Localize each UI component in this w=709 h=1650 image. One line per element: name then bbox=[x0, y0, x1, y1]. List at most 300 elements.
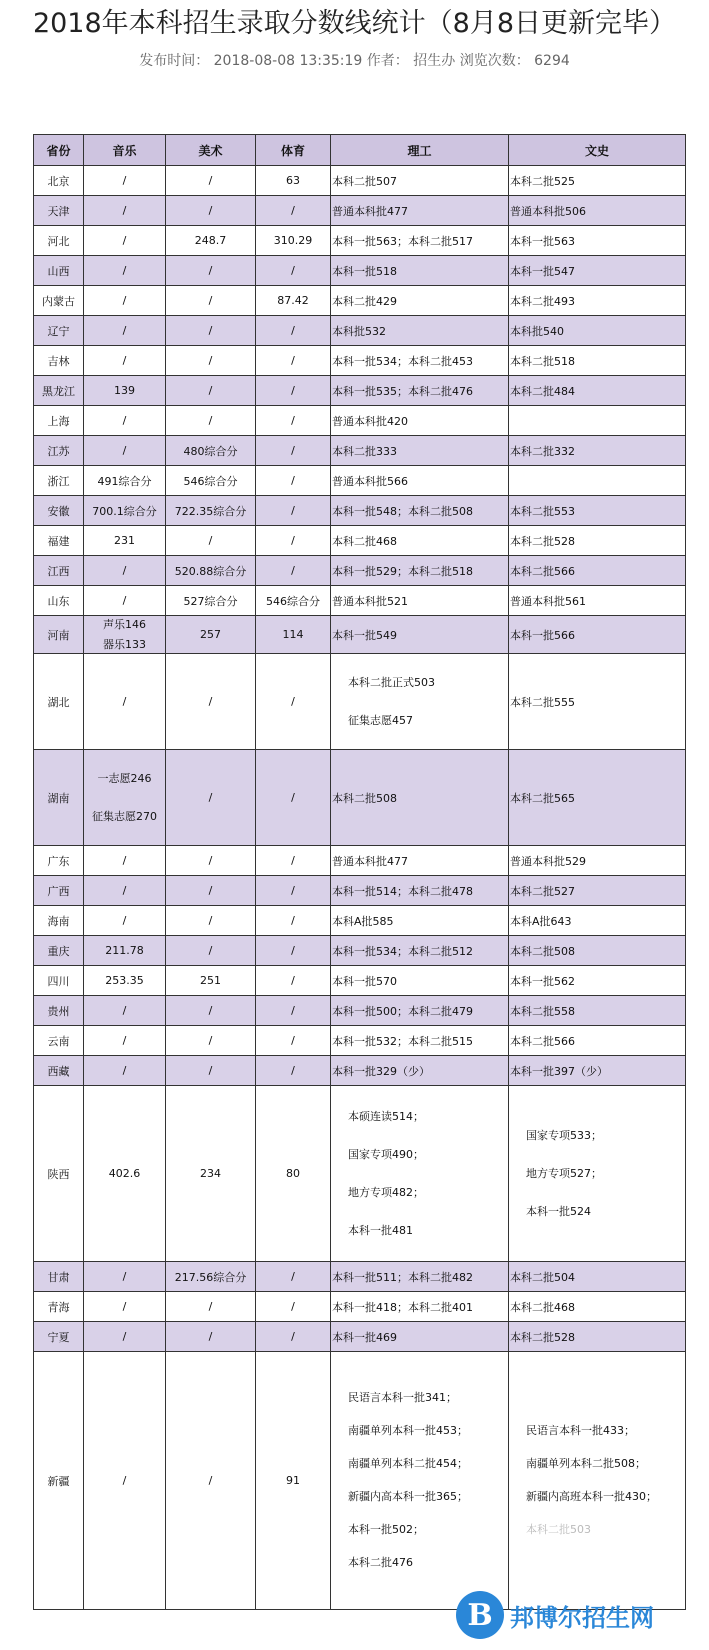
cell-line: 民语言本科一批433； bbox=[526, 1424, 635, 1437]
cell-art bbox=[166, 906, 256, 936]
cell-line: 南疆单列本科二批508； bbox=[526, 1457, 646, 1470]
cell-line: / bbox=[208, 354, 213, 367]
cell-art bbox=[166, 1352, 256, 1610]
cell-line: / bbox=[291, 414, 295, 427]
cell-province: 甘肃 bbox=[34, 1262, 84, 1292]
cell-line: 一志愿246 bbox=[97, 771, 152, 785]
cell-pe bbox=[256, 226, 331, 256]
cell-science bbox=[331, 466, 509, 496]
cell-art bbox=[166, 966, 256, 996]
cell-line: / bbox=[122, 914, 127, 927]
cell-music bbox=[84, 1322, 166, 1352]
table-row bbox=[34, 346, 686, 376]
cell-music bbox=[84, 1056, 166, 1086]
cell-province: 湖南 bbox=[34, 750, 84, 846]
cell-music bbox=[84, 616, 166, 654]
cell-line: 地方专项527； bbox=[526, 1166, 602, 1180]
cell-line: 民语言本科一批341； bbox=[348, 1391, 457, 1404]
cell-line: 本科二批493 bbox=[510, 294, 575, 308]
cell-science bbox=[331, 286, 509, 316]
cell-line: 地方专项482； bbox=[348, 1185, 424, 1199]
cell-line: 本科一批547 bbox=[510, 264, 575, 278]
cell-province: 辽宁 bbox=[34, 316, 84, 346]
cell-science bbox=[331, 1026, 509, 1056]
cell-science bbox=[331, 846, 509, 876]
cell-liberal-arts bbox=[509, 1086, 686, 1262]
cell-art bbox=[166, 616, 256, 654]
cell-line: 本硕连读514； bbox=[348, 1109, 424, 1123]
cell-province: 山东 bbox=[34, 586, 84, 616]
table-row bbox=[34, 966, 686, 996]
cell-province: 广东 bbox=[34, 846, 84, 876]
cell-line: 本科一批524 bbox=[526, 1204, 591, 1218]
table-row bbox=[34, 286, 686, 316]
cell-line: / bbox=[208, 1004, 213, 1017]
cell-science bbox=[331, 906, 509, 936]
cell-music bbox=[84, 1262, 166, 1292]
article-meta: 发布时间： 2018-08-08 13:35:19 作者： 招生办 浏览次数： 6294 bbox=[139, 53, 570, 69]
cell-liberal-arts bbox=[509, 436, 686, 466]
table-row bbox=[34, 436, 686, 466]
cell-liberal-arts bbox=[509, 376, 686, 406]
cell-province: 广西 bbox=[34, 876, 84, 906]
column-header-art: 美术 bbox=[166, 135, 256, 166]
cell-line: 新疆内高本科一批365； bbox=[348, 1490, 468, 1503]
cell-science bbox=[331, 1292, 509, 1322]
cell-pe bbox=[256, 376, 331, 406]
cell-line: / bbox=[291, 1270, 295, 1283]
cell-line: / bbox=[291, 474, 295, 487]
cell-line: / bbox=[208, 384, 213, 397]
cell-line: / bbox=[122, 1004, 127, 1017]
table-row bbox=[34, 1322, 686, 1352]
cell-science bbox=[331, 1056, 509, 1086]
cell-line: / bbox=[208, 294, 213, 307]
cell-line: 本科一批500；本科二批479 bbox=[332, 1004, 473, 1018]
cell-line: / bbox=[291, 384, 295, 397]
watermark-text: 邦博尔招生网 bbox=[510, 1603, 654, 1632]
cell-line: 本科一批532；本科二批515 bbox=[332, 1034, 473, 1048]
cell-liberal-arts bbox=[509, 316, 686, 346]
cell-line: 征集志愿270 bbox=[92, 809, 157, 823]
cell-music bbox=[84, 376, 166, 406]
cell-line: 91 bbox=[286, 1474, 300, 1487]
cell-line: 本科二批555 bbox=[510, 695, 575, 709]
cell-pe bbox=[256, 996, 331, 1026]
cell-line: / bbox=[208, 204, 213, 217]
cell-pe bbox=[256, 166, 331, 196]
cell-art bbox=[166, 466, 256, 496]
cell-line: 本科批532 bbox=[332, 324, 386, 338]
cell-line: / bbox=[208, 1300, 213, 1313]
cell-art bbox=[166, 346, 256, 376]
cell-province: 湖北 bbox=[34, 654, 84, 750]
cell-pe bbox=[256, 556, 331, 586]
cell-province: 北京 bbox=[34, 166, 84, 196]
cell-line: 本科二批484 bbox=[510, 384, 575, 398]
cell-line: 本科一批548；本科二批508 bbox=[332, 504, 473, 518]
cell-art bbox=[166, 166, 256, 196]
cell-line: / bbox=[208, 324, 213, 337]
cell-line: 402.6 bbox=[108, 1167, 141, 1180]
cell-music bbox=[84, 256, 166, 286]
cell-pe bbox=[256, 466, 331, 496]
cell-science bbox=[331, 1352, 509, 1610]
cell-line: / bbox=[122, 294, 127, 307]
cell-line: 本科二批527 bbox=[510, 884, 575, 898]
cell-science bbox=[331, 496, 509, 526]
table-row bbox=[34, 936, 686, 966]
cell-line: / bbox=[122, 1300, 127, 1313]
cell-science bbox=[331, 406, 509, 436]
cell-line: 本科二批507 bbox=[332, 174, 397, 188]
cell-line: / bbox=[208, 695, 213, 708]
cell-line: 南疆单列本科一批453； bbox=[348, 1424, 468, 1437]
cell-music bbox=[84, 556, 166, 586]
cell-line: / bbox=[122, 234, 127, 247]
cell-line: 国家专项533； bbox=[526, 1128, 602, 1142]
cell-line: / bbox=[291, 354, 295, 367]
cell-line: / bbox=[122, 354, 127, 367]
cell-line: / bbox=[122, 564, 127, 577]
column-header-pe: 体育 bbox=[256, 135, 331, 166]
cell-music bbox=[84, 196, 166, 226]
cell-line: 本科一批481 bbox=[348, 1223, 413, 1237]
cell-line: 普通本科批529 bbox=[510, 854, 586, 868]
cell-line: / bbox=[208, 854, 213, 867]
cell-line: / bbox=[291, 324, 295, 337]
cell-music bbox=[84, 436, 166, 466]
cell-line: 普通本科批566 bbox=[332, 474, 408, 488]
table-row bbox=[34, 196, 686, 226]
cell-line: / bbox=[208, 264, 213, 277]
cell-line: 87.42 bbox=[277, 294, 309, 307]
cell-science bbox=[331, 526, 509, 556]
cell-line: / bbox=[122, 444, 127, 457]
cell-line: 器乐133 bbox=[103, 637, 146, 651]
cell-music bbox=[84, 846, 166, 876]
cell-science bbox=[331, 586, 509, 616]
cell-pe bbox=[256, 654, 331, 750]
cell-line: / bbox=[122, 324, 127, 337]
cell-pe bbox=[256, 1086, 331, 1262]
cell-province: 陕西 bbox=[34, 1086, 84, 1262]
cell-line: 本科二批429 bbox=[332, 294, 397, 308]
cell-science bbox=[331, 1262, 509, 1292]
cell-science bbox=[331, 376, 509, 406]
cell-line: 本科二批332 bbox=[510, 444, 575, 458]
cell-liberal-arts bbox=[509, 586, 686, 616]
table-row bbox=[34, 846, 686, 876]
watermark-logo-icon: B bbox=[456, 1591, 504, 1639]
table-row bbox=[34, 906, 686, 936]
cell-pe bbox=[256, 316, 331, 346]
table-row bbox=[34, 226, 686, 256]
cell-line: 257 bbox=[200, 628, 221, 641]
cell-province: 福建 bbox=[34, 526, 84, 556]
table-body bbox=[34, 166, 686, 1610]
cell-liberal-arts bbox=[509, 906, 686, 936]
cell-line: 征集志愿457 bbox=[348, 713, 413, 727]
cell-music bbox=[84, 966, 166, 996]
cell-line: 本科二批333 bbox=[332, 444, 397, 458]
cell-line: / bbox=[122, 695, 127, 708]
cell-line: 本科一批566 bbox=[510, 628, 575, 642]
cell-line: / bbox=[122, 1474, 127, 1487]
cell-province: 西藏 bbox=[34, 1056, 84, 1086]
cell-art bbox=[166, 1322, 256, 1352]
cell-province: 新疆 bbox=[34, 1352, 84, 1610]
cell-pe bbox=[256, 286, 331, 316]
cell-line: / bbox=[291, 264, 295, 277]
cell-science bbox=[331, 876, 509, 906]
cell-line: / bbox=[208, 1330, 213, 1343]
cell-line: 本科二批553 bbox=[510, 504, 575, 518]
cell-line: 本科二批508 bbox=[332, 791, 397, 805]
cell-province: 上海 bbox=[34, 406, 84, 436]
cell-pe bbox=[256, 346, 331, 376]
cell-line: 本科一批518 bbox=[332, 264, 397, 278]
cell-art bbox=[166, 876, 256, 906]
cell-line: 248.7 bbox=[194, 234, 227, 247]
cell-liberal-arts bbox=[509, 1262, 686, 1292]
cell-music bbox=[84, 750, 166, 846]
cell-line: 700.1综合分 bbox=[92, 504, 157, 518]
cell-line: 本科一批529；本科二批518 bbox=[332, 564, 473, 578]
cell-line: 520.88综合分 bbox=[174, 564, 247, 578]
cell-science bbox=[331, 226, 509, 256]
cell-music bbox=[84, 1352, 166, 1610]
cell-line: 本科一批562 bbox=[510, 974, 575, 988]
cell-line: 本科一批469 bbox=[332, 1330, 397, 1344]
cell-liberal-arts bbox=[509, 876, 686, 906]
cell-line: 本科一批563 bbox=[510, 234, 575, 248]
table-row bbox=[34, 1056, 686, 1086]
cell-line: 本科一批514；本科二批478 bbox=[332, 884, 473, 898]
cell-line: / bbox=[291, 1004, 295, 1017]
cell-music bbox=[84, 586, 166, 616]
cell-province: 安徽 bbox=[34, 496, 84, 526]
cell-science bbox=[331, 196, 509, 226]
cell-line: 217.56综合分 bbox=[174, 1270, 247, 1284]
cell-line: 普通本科批561 bbox=[510, 594, 586, 608]
cell-pe bbox=[256, 906, 331, 936]
cell-art bbox=[166, 654, 256, 750]
cell-liberal-arts bbox=[509, 496, 686, 526]
cell-line: / bbox=[208, 1474, 213, 1487]
cell-art bbox=[166, 1056, 256, 1086]
column-header-liberal-arts: 文史 bbox=[509, 135, 686, 166]
cell-liberal-arts bbox=[509, 526, 686, 556]
cell-liberal-arts bbox=[509, 1292, 686, 1322]
cell-music bbox=[84, 406, 166, 436]
cell-line: / bbox=[291, 1330, 295, 1343]
cell-line: 本科二批525 bbox=[510, 174, 575, 188]
cell-line: 本科二批503 bbox=[526, 1523, 591, 1536]
cell-music bbox=[84, 166, 166, 196]
cell-province: 江西 bbox=[34, 556, 84, 586]
cell-pe bbox=[256, 966, 331, 996]
cell-line: / bbox=[208, 1064, 213, 1077]
cell-line: 546综合分 bbox=[183, 474, 238, 488]
table-row bbox=[34, 316, 686, 346]
cell-art bbox=[166, 846, 256, 876]
cell-line: / bbox=[208, 534, 213, 547]
cell-line: 普通本科批420 bbox=[332, 414, 408, 428]
cell-line: / bbox=[291, 504, 295, 517]
cell-line: / bbox=[291, 974, 295, 987]
cell-liberal-arts bbox=[509, 996, 686, 1026]
cell-art bbox=[166, 996, 256, 1026]
cell-province: 江苏 bbox=[34, 436, 84, 466]
table-header-row bbox=[34, 135, 686, 166]
cell-line: / bbox=[208, 884, 213, 897]
cell-line: / bbox=[291, 204, 295, 217]
table-row bbox=[34, 496, 686, 526]
cell-art bbox=[166, 316, 256, 346]
cell-music bbox=[84, 526, 166, 556]
cell-province: 天津 bbox=[34, 196, 84, 226]
cell-province: 河南 bbox=[34, 616, 84, 654]
cell-line: 本科二批508 bbox=[510, 944, 575, 958]
table-row bbox=[34, 256, 686, 286]
cell-science bbox=[331, 1322, 509, 1352]
cell-music bbox=[84, 466, 166, 496]
cell-line: 480综合分 bbox=[183, 444, 238, 458]
cell-line: 普通本科批521 bbox=[332, 594, 408, 608]
cell-line: 本科二批468 bbox=[510, 1300, 575, 1314]
cell-line: / bbox=[291, 444, 295, 457]
cell-art bbox=[166, 406, 256, 436]
cell-pe bbox=[256, 1026, 331, 1056]
cell-line: 本科二批565 bbox=[510, 791, 575, 805]
column-header-province: 省份 bbox=[34, 135, 84, 166]
cell-science bbox=[331, 436, 509, 466]
cell-music bbox=[84, 1292, 166, 1322]
cell-line: 本科一批549 bbox=[332, 628, 397, 642]
cell-province: 宁夏 bbox=[34, 1322, 84, 1352]
table-row bbox=[34, 556, 686, 586]
cell-liberal-arts bbox=[509, 556, 686, 586]
cell-line: 南疆单列本科二批454； bbox=[348, 1457, 468, 1470]
cell-art bbox=[166, 496, 256, 526]
cell-province: 重庆 bbox=[34, 936, 84, 966]
table-row bbox=[34, 526, 686, 556]
cell-liberal-arts bbox=[509, 196, 686, 226]
cell-pe bbox=[256, 1262, 331, 1292]
cell-line: 本科二批528 bbox=[510, 1330, 575, 1344]
cell-line: / bbox=[208, 414, 213, 427]
cell-art bbox=[166, 526, 256, 556]
cell-province: 贵州 bbox=[34, 996, 84, 1026]
cell-line: 253.35 bbox=[105, 974, 144, 987]
cell-line: 本科二批518 bbox=[510, 354, 575, 368]
cell-line: / bbox=[122, 854, 127, 867]
cell-line: 声乐146 bbox=[103, 617, 146, 631]
cell-line: 80 bbox=[286, 1167, 300, 1180]
cell-line: 251 bbox=[200, 974, 221, 987]
cell-liberal-arts bbox=[509, 346, 686, 376]
cell-art bbox=[166, 1262, 256, 1292]
cell-liberal-arts bbox=[509, 936, 686, 966]
cell-music bbox=[84, 346, 166, 376]
cell-pe bbox=[256, 876, 331, 906]
cell-art bbox=[166, 226, 256, 256]
cell-line: 国家专项490； bbox=[348, 1147, 424, 1161]
cell-province: 内蒙古 bbox=[34, 286, 84, 316]
cell-music bbox=[84, 316, 166, 346]
cell-line: / bbox=[122, 204, 127, 217]
cell-science bbox=[331, 166, 509, 196]
cell-liberal-arts bbox=[509, 286, 686, 316]
cell-liberal-arts bbox=[509, 750, 686, 846]
cell-liberal-arts bbox=[509, 846, 686, 876]
column-header-music: 音乐 bbox=[84, 135, 166, 166]
cell-pe bbox=[256, 1292, 331, 1322]
cell-liberal-arts bbox=[509, 256, 686, 286]
cell-line: 本科批540 bbox=[510, 324, 564, 338]
cell-music bbox=[84, 876, 166, 906]
cell-province: 吉林 bbox=[34, 346, 84, 376]
cell-province: 河北 bbox=[34, 226, 84, 256]
cell-music bbox=[84, 286, 166, 316]
cell-line: 114 bbox=[282, 628, 304, 641]
cell-line: 普通本科批506 bbox=[510, 204, 586, 218]
cell-liberal-arts bbox=[509, 654, 686, 750]
cell-province: 四川 bbox=[34, 966, 84, 996]
cell-line: / bbox=[291, 1300, 295, 1313]
cell-art bbox=[166, 1292, 256, 1322]
cell-liberal-arts bbox=[509, 1026, 686, 1056]
cell-music bbox=[84, 1086, 166, 1262]
cell-line: 本科一批397（少） bbox=[510, 1064, 608, 1078]
cell-province: 青海 bbox=[34, 1292, 84, 1322]
cell-music bbox=[84, 496, 166, 526]
cell-line: 本科二批566 bbox=[510, 1034, 575, 1048]
cell-line: 310.29 bbox=[273, 234, 313, 247]
cell-line: / bbox=[291, 944, 295, 957]
cell-line: / bbox=[122, 174, 127, 187]
cell-pe bbox=[256, 496, 331, 526]
cell-science bbox=[331, 966, 509, 996]
table-row bbox=[34, 1262, 686, 1292]
cell-line: 527综合分 bbox=[183, 594, 238, 608]
cell-line: 234 bbox=[200, 1167, 221, 1180]
cell-pe bbox=[256, 586, 331, 616]
cell-music bbox=[84, 906, 166, 936]
table-row bbox=[34, 1026, 686, 1056]
table-row bbox=[34, 1086, 686, 1262]
cell-pe bbox=[256, 196, 331, 226]
cell-liberal-arts bbox=[509, 166, 686, 196]
cell-music bbox=[84, 654, 166, 750]
table-row bbox=[34, 996, 686, 1026]
cell-pe bbox=[256, 256, 331, 286]
table-row bbox=[34, 586, 686, 616]
cell-line: 139 bbox=[114, 384, 135, 397]
cell-line: 本科一批535；本科二批476 bbox=[332, 384, 473, 398]
cell-line: 本科二批566 bbox=[510, 564, 575, 578]
cell-line: / bbox=[122, 594, 127, 607]
cell-line: / bbox=[208, 1034, 213, 1047]
cell-line: 本科二批528 bbox=[510, 534, 575, 548]
table-row bbox=[34, 654, 686, 750]
cell-line: 722.35综合分 bbox=[174, 504, 247, 518]
cell-province: 黑龙江 bbox=[34, 376, 84, 406]
cell-province: 云南 bbox=[34, 1026, 84, 1056]
table-row bbox=[34, 616, 686, 654]
cell-music bbox=[84, 226, 166, 256]
